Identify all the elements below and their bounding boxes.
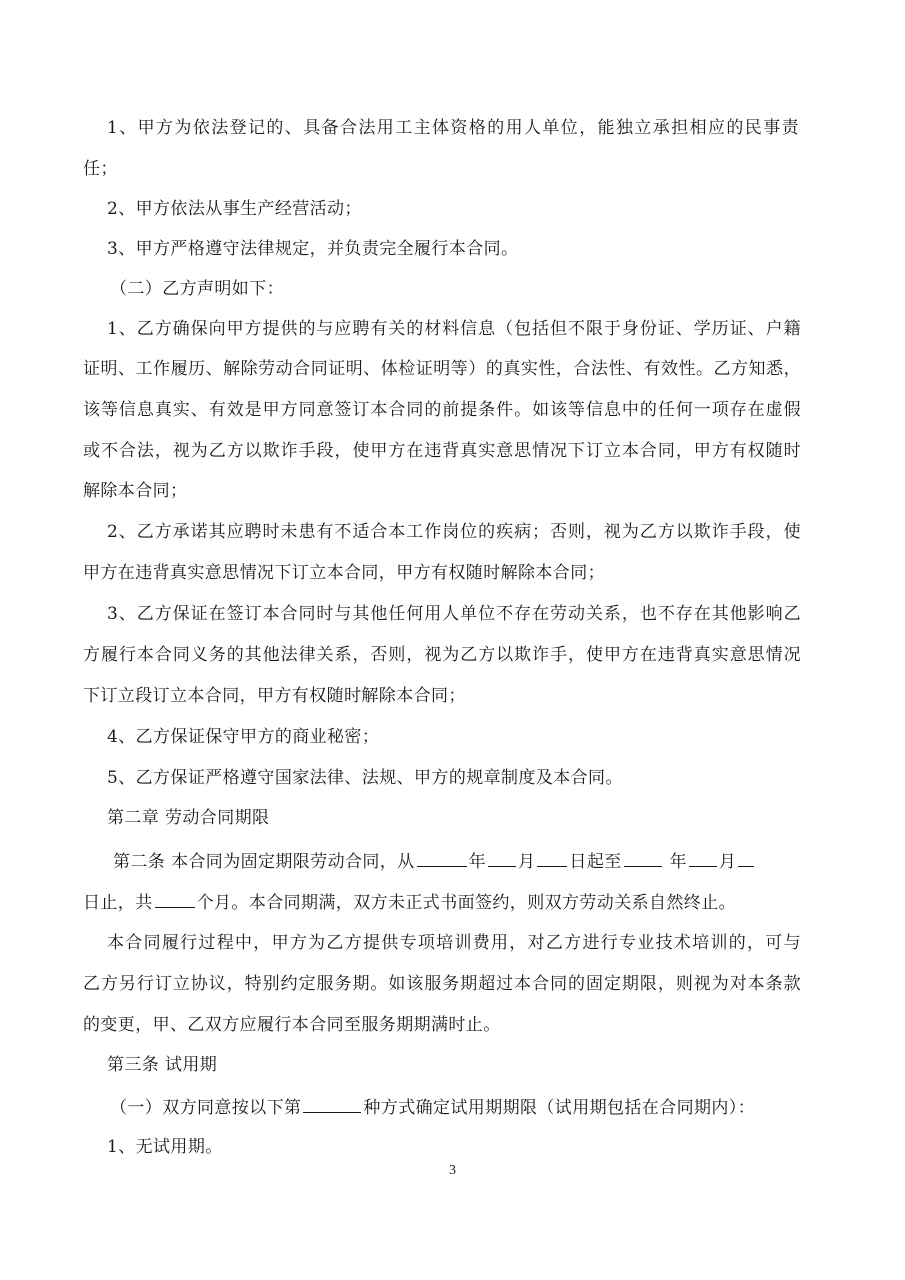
month-label: 月	[518, 852, 536, 872]
section-heading: （二）乙方声明如下：	[110, 279, 284, 299]
method-number-blank[interactable]	[303, 1095, 361, 1113]
paragraph-line: 5、乙方保证严格遵守国家法律、法规、甲方的规章制度及本合同。	[107, 768, 623, 788]
paragraph-line: 解除本合同；	[83, 481, 188, 501]
paragraph-line: 下订立段订立本合同，甲方有权随时解除本合同；	[83, 686, 466, 706]
paragraph-line: 4、乙方保证保守甲方的商业秘密；	[107, 727, 380, 747]
paragraph-line: 甲方在违背真实意思情况下订立本合同，甲方有权随时解除本合同；	[83, 563, 605, 583]
paragraph-line: 方履行本合同义务的其他法律关系，否则，视为乙方以欺诈手，使甲方在违背真实意思情况	[83, 645, 801, 665]
article-heading: 第三条 试用期	[107, 1055, 218, 1075]
day-to-blank[interactable]	[738, 849, 754, 867]
year-label: 年	[468, 852, 487, 872]
paragraph-line	[83, 890, 736, 914]
months-count-blank[interactable]	[155, 890, 195, 908]
paragraph-line: 1、乙方确保向甲方提供的与应聘有关的材料信息（包括但不限于身份证、学历证、户籍	[107, 319, 801, 339]
paragraph-line: 1、无试用期。	[107, 1137, 223, 1157]
text-segment: 日止，共	[83, 893, 153, 913]
month-to-blank[interactable]	[689, 849, 717, 867]
text-segment: 种方式确定试用期期限（试用期包括在合同期内）：	[363, 1098, 756, 1118]
paragraph-line: 3、甲方严格遵守法律规定，并负责完全履行本合同。	[107, 239, 519, 259]
paragraph-line: 的变更，甲、乙双方应履行本合同至服务期期满时止。	[83, 1015, 501, 1035]
paragraph-line: 本合同履行过程中，甲方为乙方提供专项培训费用，对乙方进行专业技术培训的，可与	[107, 933, 801, 953]
year-from-blank[interactable]	[417, 849, 467, 867]
paragraph-line: 乙方另行订立协议，特别约定服务期。如该服务期超过本合同的固定期限，则视为对本条款	[83, 974, 801, 994]
month-from-blank[interactable]	[488, 849, 516, 867]
paragraph-line: 1、甲方为依法登记的、具备合法用工主体资格的用人单位，能独立承担相应的民事责	[107, 118, 799, 138]
paragraph-line: 2、甲方依法从事生产经营活动；	[107, 199, 362, 219]
article-2-lead: 第二条 本合同为固定期限劳动合同，从	[113, 852, 415, 872]
paragraph-line: 3、乙方保证在签订本合同时与其他任何用人单位不存在劳动关系，也不存在其他影响乙	[107, 604, 801, 624]
page-number: 3	[449, 1163, 456, 1178]
year-label: 年	[669, 852, 687, 872]
day-from-blank[interactable]	[537, 849, 567, 867]
chapter-heading: 第二章 劳动合同期限	[107, 808, 270, 828]
day-from-label: 日起至	[569, 852, 622, 872]
year-to-blank[interactable]	[624, 849, 662, 867]
paragraph-line: 该等信息真实、有效是甲方同意签订本合同的前提条件。如该等信息中的任何一项存在虚假	[83, 400, 801, 420]
paragraph-line: 或不合法，视为乙方以欺诈手段，使甲方在违背真实意思情况下订立本合同，甲方有权随时	[83, 441, 801, 461]
paragraph-line	[110, 1095, 755, 1119]
text-segment: （一）双方同意按以下第	[110, 1098, 302, 1118]
article-2-line	[113, 849, 756, 873]
paragraph-line: 证明、工作履历、解除劳动合同证明、体检证明等）的真实性，合法性、有效性。乙方知悉，	[83, 359, 801, 379]
paragraph-line: 2、乙方承诺其应聘时未患有不适合本工作岗位的疾病；否则，视为乙方以欺诈手段，使	[107, 522, 801, 542]
text-segment: 个月。本合同期满，双方未正式书面签约，则双方劳动关系自然终止。	[196, 893, 737, 913]
month-label: 月	[718, 852, 737, 872]
paragraph-line: 任；	[83, 159, 118, 179]
